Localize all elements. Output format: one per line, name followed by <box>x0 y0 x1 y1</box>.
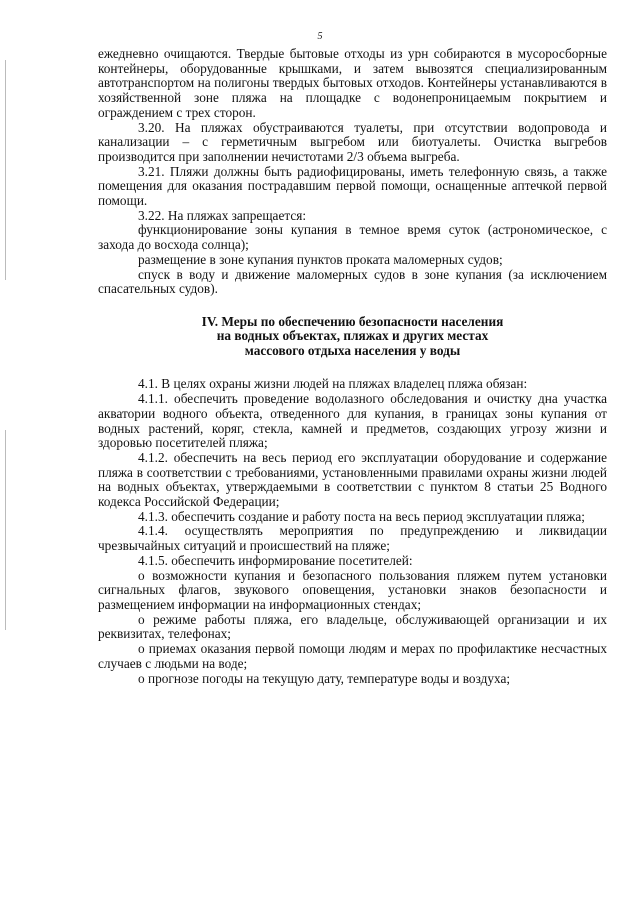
paragraph: 3.21. Пляжи должны быть радиофицированы, иметь телефонную связь, а также помещения для оказания пострадавшим первой помощи, оснащенные аптечкой первой помощи. <box>98 163 607 209</box>
document-body <box>98 47 607 686</box>
paragraph: 4.1.5. обеспечить информирование посетителей: <box>138 552 413 568</box>
page-number: 5 <box>317 31 323 42</box>
paragraph: 4.1. В целях охраны жизни людей на пляжах владелец пляжа обязан: <box>138 376 528 392</box>
paragraph: 4.1.4. осуществлять мероприятия по предупреждению и ликвидации чрезвычайных ситуаций и происшествий на пляже; <box>98 523 607 554</box>
scan-margin-line <box>5 430 6 630</box>
paragraph: о прогнозе погоды на текущую дату, температуре воды и воздуха; <box>138 670 511 686</box>
paragraph: функционирование зоны купания в темное время суток (астрономическое, с захода до восхода солнца); <box>98 222 607 253</box>
section-heading-line: на водных объектах, пляжах и других местах <box>216 328 489 344</box>
paragraph: о приемах оказания первой помощи людям и мерах по профилактике несчастных случаев с людьми на воде; <box>98 641 607 671</box>
paragraph: 3.22. На пляжах запрещается: <box>138 207 307 223</box>
section-heading-line: IV. Меры по обеспечению безопасности населения <box>201 313 504 329</box>
section-heading <box>98 315 607 359</box>
paragraph: 4.1.1. обеспечить проведение водолазного обследования и очистку дна участка акватории водного объекта, отведенного для купания, в границах зоны купания от водных растений, коряг, стекла, камней и предметов, создающих угрозу жизни и здоровью посетителей пляжа; <box>98 391 607 451</box>
paragraph: 4.1.3. обеспечить создание и работу поста на весь период эксплуатации пляжа; <box>138 508 585 524</box>
paragraph: размещение в зоне купания пунктов проката маломерных судов; <box>138 251 503 267</box>
scan-margin-line <box>5 60 6 280</box>
paragraph: о возможности купания и безопасного пользования пляжем путем установки сигнальных флагов, звукового оповещения, установки знаков безопасности и размещением информации на информационных стендах; <box>98 567 607 612</box>
section-heading-line: массового отдыха населения у воды <box>244 342 461 358</box>
paragraph: 3.20. На пляжах обустраиваются туалеты, при отсутствии водопровода и канализации – с герметичным выгребом или биотуалеты. Очистка выгребов производится при заполнении нечистотами 2/3 объема выгреба. <box>98 119 607 164</box>
paragraph: ежедневно очищаются. Твердые бытовые отходы из урн собираются в мусоросборные контейнеры, оборудованные крышками, и затем вывозятся специализированным автотранспортом на полигоны твердых бытовых отходов. Контейнеры устанавливаются в хозяйственной зоне пляжа на площадке с водонепроницаемым покрытием и ограждением с трех сторон. <box>98 46 607 120</box>
paragraph: спуск в воду и движение маломерных судов в зоне купания (за исключением спасательных судов). <box>98 266 607 297</box>
paragraph: 4.1.2. обеспечить на весь период его эксплуатации оборудование и содержание пляжа в соответствии с требованиями, установленными правилами охраны жизни людей на водных объектах, утверждаемыми в соответствии с пунктом 8 статьи 25 Водного кодекса Российской Федерации; <box>98 449 607 510</box>
paragraph: о режиме работы пляжа, его владельце, обслуживающей организации и их реквизитах, телефонах; <box>98 611 607 642</box>
